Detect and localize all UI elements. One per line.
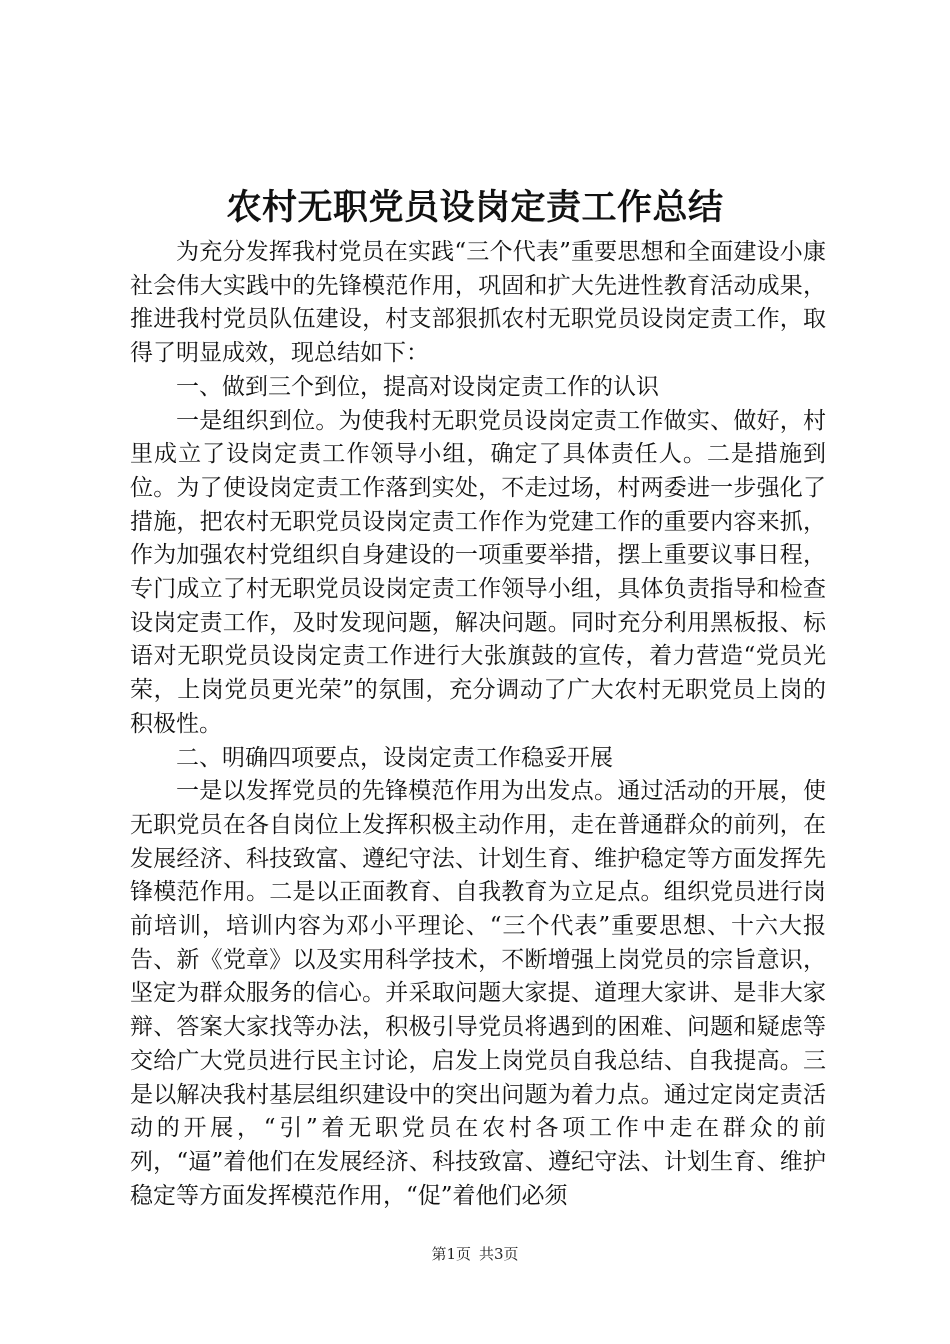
section-heading-2: 二、明确四项要点，设岗定责工作稳妥开展 bbox=[176, 744, 613, 771]
page-total: 共3页 bbox=[479, 1245, 519, 1263]
document-body bbox=[130, 236, 826, 1213]
page-footer bbox=[0, 1242, 950, 1266]
section-1-paragraph: 一是组织到位。为使我村无职党员设岗定责工作做实、做好，村里成立了设岗定责工作领导小组，确定了具体责任人。二是措施到位。为了使设岗定责工作落到实处，不走过场，村两委进一步强化了措施，把农村无职党员设岗定责工作作为党建工作的重要内容来抓，作为加强农村党组织自身建设的一项重要举措，摆上重要议事日程，专门成立了村无职党员设岗定责工作领导小组，具体负责指导和检查设岗定责工作，及时发现问题，解决问题。同时充分利用黑板报、标语对无职党员设岗定责工作进行大张旗鼓的宣传，着力营造“党员光荣，上岗党员更光荣”的氛围，充分调动了广大农村无职党员上岗的积极性。 bbox=[130, 407, 826, 737]
intro-paragraph: 为充分发挥我村党员在实践“三个代表”重要思想和全面建设小康社会伟大实践中的先锋模范作用，巩固和扩大先进性教育活动成果，推进我村党员队伍建设，村支部狠抓农村无职党员设岗定责工作，取得了明显成效，现总结如下： bbox=[130, 239, 826, 367]
section-2-paragraph: 一是以发挥党员的先锋模范作用为出发点。通过活动的开展，使无职党员在各自岗位上发挥积极主动作用，走在普通群众的前列，在发展经济、科技致富、遵纪守法、计划生育、维护稳定等方面发挥先锋模范作用。二是以正面教育、自我教育为立足点。组织党员进行岗前培训，培训内容为邓小平理论、“三个代表”重要思想、十六大报告、新《党章》以及实用科学技术，不断增强上岗党员的宗旨意识，坚定为群众服务的信心。并采取问题大家提、道理大家讲、是非大家辩、答案大家找等办法，积极引导党员将遇到的困难、问题和疑虑等交给广大党员进行民主讨论，启发上岗党员自我总结、自我提高。三是以解决我村基层组织建设中的突出问题为着力点。通过定岗定责活动的开展，“引”着无职党员在农村各项工作中走在群众的前列，“逼”着他们在发展经济、科技致富、遵纪守法、计划生育、维护稳定等方面发挥模范作用，“促”着他们必须 bbox=[130, 778, 826, 1209]
section-heading-1: 一、做到三个到位，提高对设岗定责工作的认识 bbox=[176, 373, 659, 400]
document-title: 农村无职党员设岗定责工作总结 bbox=[226, 187, 724, 228]
page-number: 第1页 bbox=[431, 1245, 471, 1263]
